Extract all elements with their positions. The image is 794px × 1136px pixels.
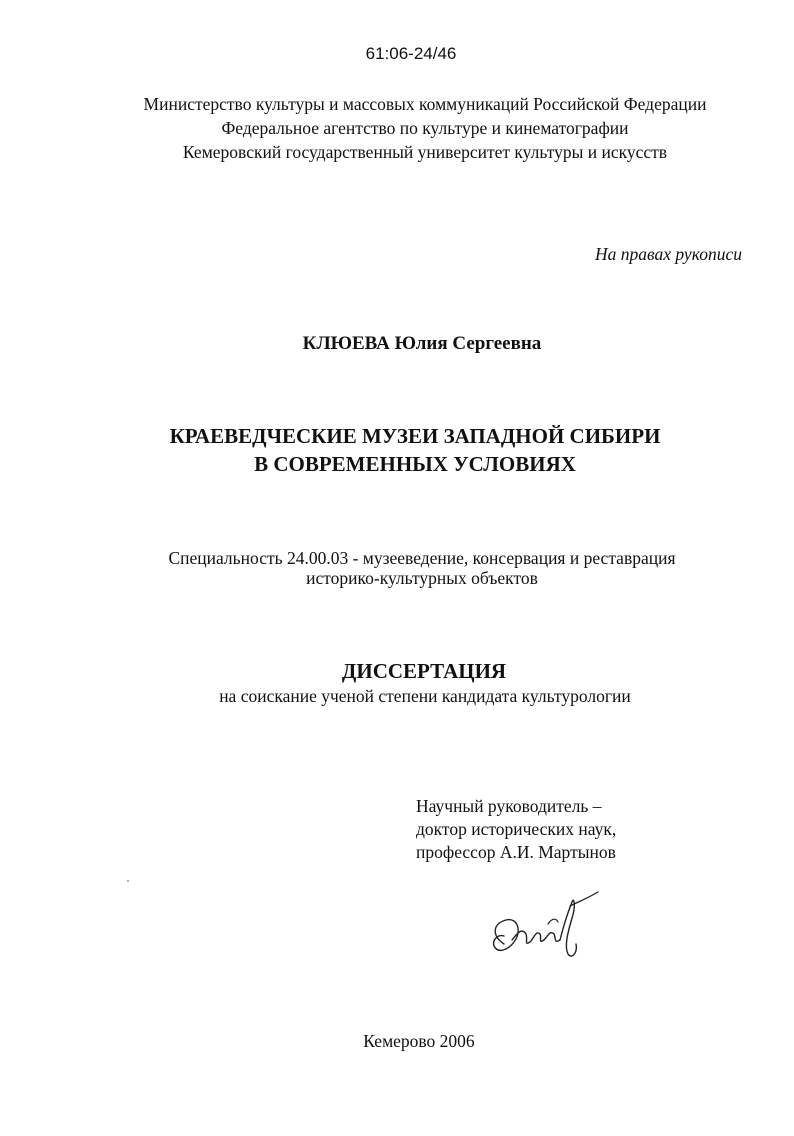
city-year: Кемерово 2006 [363,1031,475,1051]
organization-university: Кемеровский государственный университет культуры и искусств [182,142,668,162]
organization-ministry: Министерство культуры и массовых коммуникаций Российской Федерации [143,94,707,114]
supervisor-degree: доктор исторических наук, [416,819,617,839]
rights-note: На правах рукописи [595,244,742,264]
specialty-line-2: историко-культурных объектов [306,568,538,588]
supervisor-name: профессор А.И. Мартынов [416,842,616,862]
author-name: КЛЮЕВА Юлия Сергеевна [302,333,542,354]
supervisor-role: Научный руководитель – [416,796,602,816]
organization-agency: Федеральное агентство по культуре и кинематографии [221,118,629,138]
document-type: ДИССЕРТАЦИЯ [341,659,507,683]
handwritten-signature [484,884,604,974]
dissertation-title-line-2: В СОВРЕМЕННЫХ УСЛОВИЯХ [254,452,576,476]
degree-description: на соискание ученой степени кандидата культурологии [219,686,631,706]
archive-code: 61:06-24/46 [365,44,457,63]
scan-speck [127,880,129,882]
dissertation-title-line-1: КРАЕВЕДЧЕСКИЕ МУЗЕИ ЗАПАДНОЙ СИБИРИ [169,424,661,448]
specialty-line-1: Специальность 24.00.03 - музееведение, консервация и реставрация [168,548,676,568]
